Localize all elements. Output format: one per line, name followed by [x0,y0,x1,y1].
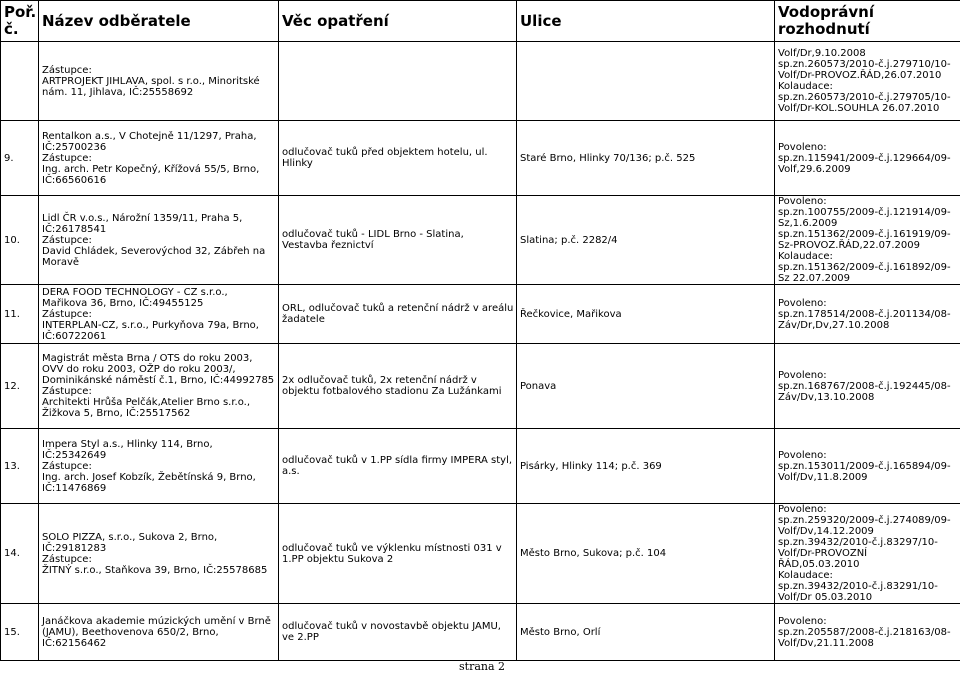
customer-cell-line: (JAMU), Beethovenova 650/2, Brno, [42,626,219,638]
measure-cell [279,604,517,661]
decision-cell-line: Povoleno: [778,615,827,627]
decision-cell-line: sp.zn.39432/2010-č.j.83291/10- [778,581,938,592]
measure-cell-line: 2x odlučovač tuků, 2x retenční nádrž v [282,375,477,386]
decision-cell-line: Povoleno: [778,196,827,207]
customer-cell-line: Žižkova 5, Brno, IČ:25517562 [42,408,191,419]
customer-cell-line: Zástupce: [42,460,92,472]
customer-cell-line: Zástupce: [42,234,92,246]
table-row [1,121,960,196]
measure-cell-line: Vestavba řeznictví [282,240,374,251]
customer-cell-line: SOLO PIZZA, s.r.o., Sukova 2, Brno, [42,531,218,543]
row-number: 12. [1,344,39,429]
decision-cell-line: Povoleno: [778,369,827,381]
decision-cell [775,121,960,196]
decision-cell-line: sp.zn.260573/2010-č.j.279705/10- [778,92,951,103]
header-customer-name: Název odběratele [39,1,279,42]
measure-cell-line: 1.PP objektu Sukova 2 [282,553,394,565]
decision-cell-line: Sz 22.07.2009 [778,273,851,284]
header-measure: Věc opatření [279,1,517,42]
customer-cell-line: Zástupce: [42,386,92,397]
customer-cell [39,285,279,344]
customer-cell [39,504,279,604]
row-number: 14. [1,504,39,604]
customer-cell-line: Lidl ČR v.o.s., Nárožní 1359/11, Praha 5, [42,212,243,224]
decision-cell [775,42,960,121]
measure-cell-line: odlučovač tuků před objektem hotelu, ul. [282,147,488,158]
measure-cell [279,429,517,504]
decision-cell-line: sp.zn.178514/2008-č.j.201134/08- [778,308,951,320]
decision-cell-line: Volf/Dr,9.10.2008 [778,48,866,59]
row-number: 15. [1,604,39,661]
decision-cell-line: sp.zn.100755/2009-č.j.121914/09- [778,207,951,218]
customer-cell-line: David Chládek, Severovýchod 32, Zábřeh na [42,245,266,257]
decision-cell [775,196,960,285]
decision-cell-line: sp.zn.205587/2008-č.j.218163/08- [778,626,951,638]
decision-cell-line: sp.zn.260573/2010-č.j.279710/10- [778,59,951,70]
customer-cell-line: ŽITNÝ s.r.o., Staňkova 39, Brno, IČ:25578685 [42,564,268,576]
table-row [1,196,960,285]
customer-cell-line: Ing. arch. Petr Kopečný, Křížová 55/5, Brno, [42,163,260,175]
decision-cell-line: Volf/Dv,21.11.2008 [778,637,874,649]
measure-cell [279,285,517,344]
table-row [1,285,960,344]
customer-cell-line: DERA FOOD TECHNOLOGY - CZ s.r.o., [42,286,228,298]
decision-cell-line: Povoleno: [778,297,827,309]
street-cell: Město Brno, Sukova; p.č. 104 [517,504,775,604]
decision-cell [775,285,960,344]
measure-cell-line: odlučovač tuků ve výklenku místnosti 031 v [282,542,502,554]
decision-cell-line: Volf/Dr 05.03.2010 [778,592,873,603]
street-cell: Město Brno, Orlí [517,604,775,661]
street-cell: Staré Brno, Hlinky 70/136; p.č. 525 [517,121,775,196]
customer-cell-line: IČ:60722061 [42,330,107,342]
decision-cell [775,604,960,661]
measure-cell-line: žadatele [282,314,325,325]
decision-cell-line: Volf,29.6.2009 [778,163,851,175]
customer-cell-line: Zástupce: [42,152,92,164]
measure-cell [279,121,517,196]
customer-cell [39,121,279,196]
customer-cell-line: Dominikánské náměstí č.1, Brno, IČ:44992785 [42,375,275,386]
decision-cell-line: Kolaudace: [778,251,833,262]
table-row [1,604,960,661]
customer-cell-line: IČ:25700236 [42,141,107,153]
decision-cell-line: Kolaudace: [778,81,833,92]
measure-cell-line: a.s. [282,466,300,477]
customer-cell [39,604,279,661]
customer-cell-line: IČ:29181283 [42,542,107,554]
measure-cell-line: ve 2.PP [282,632,319,643]
decision-cell-line: sp.zn.168767/2008-č.j.192445/08- [778,380,951,392]
decision-cell-line: Volf/Dr-PROVOZ.ŘÁD,26.07.2010 [778,70,942,81]
decision-cell [775,344,960,429]
customer-cell-line: Zástupce: [42,308,92,320]
decision-cell-line: Volf/Dr-PROVOZNÍ [778,548,868,559]
measure-cell [279,344,517,429]
street-cell: Řečkovice, Mařikova [517,285,775,344]
measure-cell [279,196,517,285]
decision-cell-line: sp.zn.153011/2009-č.j.165894/09- [778,460,951,472]
table-row [1,429,960,504]
customer-cell-line: OVV do roku 2003, OŽP do roku 2003/, [42,364,236,375]
customer-cell [39,42,279,121]
customer-cell-line: nám. 11, Jihlava, IČ:25558692 [42,86,194,98]
customer-cell-line: Magistrát města Brna / OTS do roku 2003, [42,353,253,364]
customer-cell-line: IČ:25342649 [42,449,107,461]
street-cell: Slatina; p.č. 2282/4 [517,196,775,285]
customer-cell-line: IČ:26178541 [42,223,107,235]
customer-cell-line: IČ:11476869 [42,482,107,494]
customer-cell-line: IČ:66560616 [42,174,107,186]
table-header-row [1,1,960,42]
decision-cell-line: sp.zn.115941/2009-č.j.129664/09- [778,152,951,164]
customer-cell-line: INTERPLAN-CZ, s.r.o., Purkyňova 79a, Brno, [42,319,259,331]
decision-cell-line: Povoleno: [778,504,827,515]
street-cell: Ponava [517,344,775,429]
customer-cell [39,196,279,285]
row-number [1,42,39,121]
customer-cell-line: Janáčkova akademie múzických umění v Brně [42,615,271,627]
customer-cell-line: Ing. arch. Josef Kobzík, Žebětínská 9, Brno, [42,471,256,483]
customer-cell-line: Moravě [42,256,80,268]
decision-cell-line: sp.zn.151362/2009-č.j.161892/09- [778,262,951,273]
measure-cell-line: odlučovač tuků - LIDL Brno - Slatina, [282,229,464,240]
measure-cell [279,504,517,604]
customer-cell-line: IČ:62156462 [42,637,107,649]
decision-cell-line: Volf/Dv,14.12.2009 [778,526,874,537]
header-street: Ulice [517,1,775,42]
table-row [1,42,960,121]
decision-cell-line: Sz,1.6.2009 [778,218,838,229]
measure-cell-line: ORL, odlučovač tuků a retenční nádrž v areálu [282,303,514,314]
table-row [1,344,960,429]
page-number: strana 2 [459,660,506,673]
customer-cell-line: Mařikova 36, Brno, IČ:49455125 [42,297,204,309]
customer-cell-line: Zástupce: [42,64,92,76]
street-cell [517,42,775,121]
customer-cell-line: ARTPROJEKT JIHLAVA, spol. s r.o., Minoritské [42,75,260,87]
decision-cell-line: Záv/Dv,13.10.2008 [778,391,875,403]
table-row [1,504,960,604]
decision-cell [775,504,960,604]
street-cell: Pisárky, Hlinky 114; p.č. 369 [517,429,775,504]
decision-cell [775,429,960,504]
row-number: 11. [1,285,39,344]
customer-cell-line: Impera Styl a.s., Hlinky 114, Brno, [42,438,213,450]
customer-cell [39,429,279,504]
decision-cell-line: sp.zn.39432/2010-č.j.83297/10- [778,537,938,548]
measure-cell-line: odlučovač tuků v 1.PP sídla firmy IMPERA styl, [282,455,513,466]
measure-cell-line: Hlinky [282,158,313,169]
decision-cell-line: Volf/Dr-KOL.SOUHLA 26.07.2010 [778,103,940,114]
decision-cell-line: Záv/Dr,Dv,27.10.2008 [778,319,890,331]
header-order-number: Poř. č. [1,1,39,42]
measure-cell-line: odlučovač tuků v novostavbě objektu JAMU, [282,621,501,632]
decision-cell-line: Sz-PROVOZ.ŘÁD,22.07.2009 [778,240,920,251]
customer-cell-line: Zástupce: [42,553,92,565]
customer-cell [39,344,279,429]
decision-cell-line: Povoleno: [778,141,827,153]
row-number: 10. [1,196,39,285]
row-number: 13. [1,429,39,504]
decision-cell-line: sp.zn.259320/2009-č.j.274089/09- [778,515,951,526]
header-water-decision: Vodoprávní rozhodnutí [775,1,960,42]
decision-cell-line: Povoleno: [778,449,827,461]
decision-cell-line: sp.zn.151362/2009-č.j.161919/09- [778,229,951,240]
measure-cell-line: objektu fotbalového stadionu Za Lužánkami [282,386,502,397]
row-number: 9. [1,121,39,196]
customer-cell-line: Rentalkon a.s., V Chotejně 11/1297, Praha, [42,130,257,142]
decision-cell-line: ŘÁD,05.03.2010 [778,559,860,570]
measure-cell [279,42,517,121]
decision-cell-line: Kolaudace: [778,570,833,581]
decision-cell-line: Volf/Dv,11.8.2009 [778,471,868,483]
customer-cell-line: Architekti Hrůša Pelčák,Atelier Brno s.r.o., [42,397,251,408]
